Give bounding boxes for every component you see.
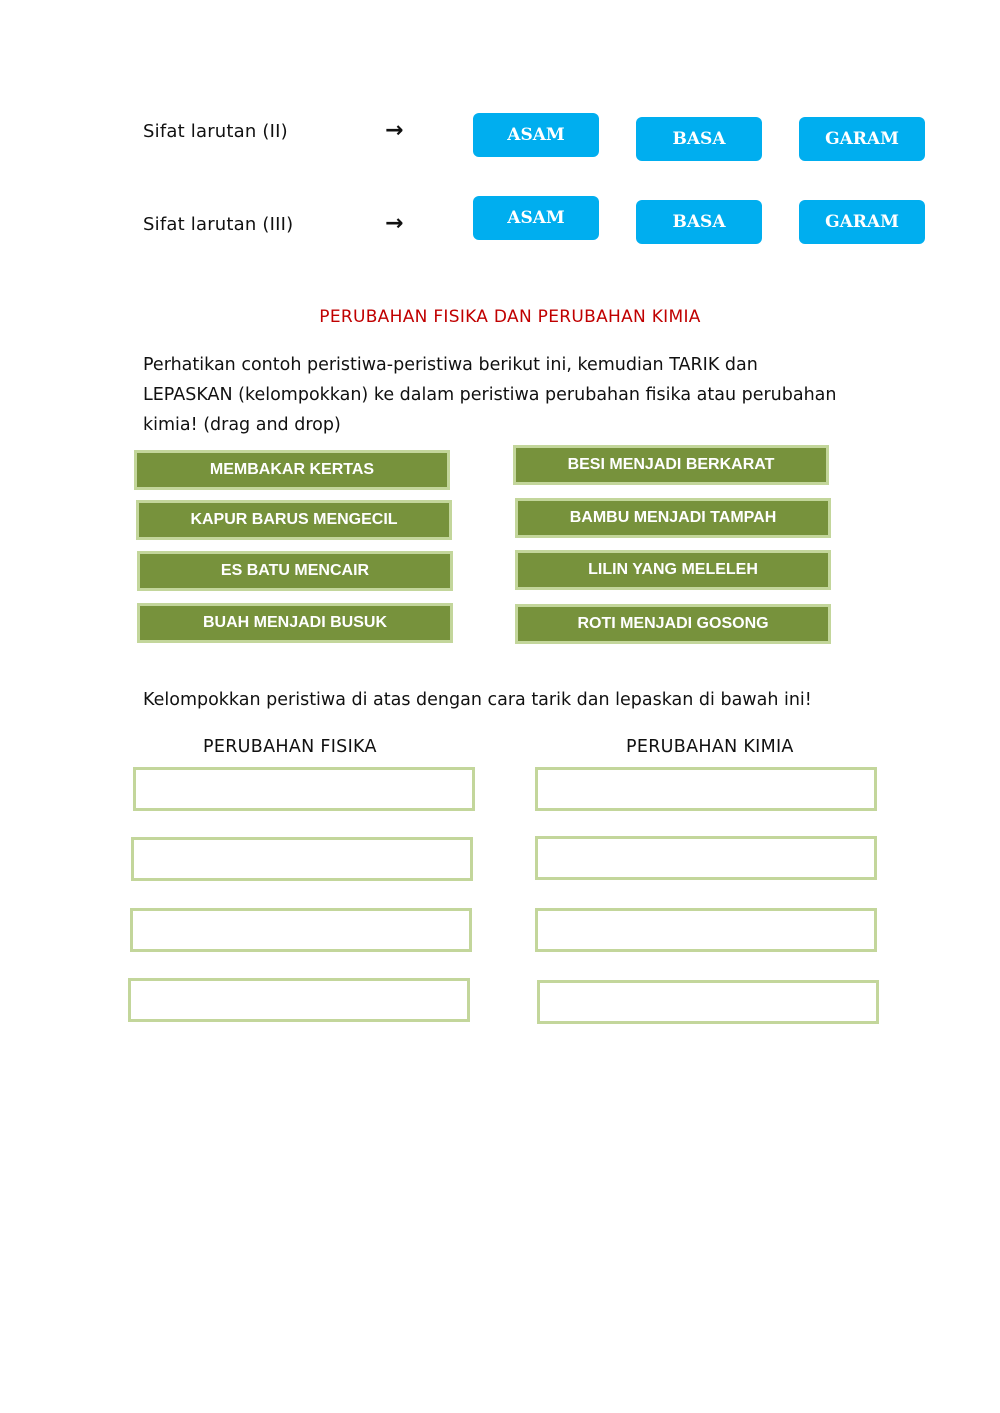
chip-besi-menjadi-berkarat[interactable]: BESI MENJADI BERKARAT bbox=[513, 445, 829, 485]
instruction-line: Perhatikan contoh peristiwa-peristiwa berikut ini, kemudian TARIK dan bbox=[143, 355, 758, 375]
row-label-ii: Sifat larutan (II) bbox=[143, 121, 288, 142]
section-title: PERUBAHAN FISIKA DAN PERUBAHAN KIMIA bbox=[319, 307, 701, 327]
chip-roti-menjadi-gosong[interactable]: ROTI MENJADI GOSONG bbox=[515, 604, 831, 644]
drop-zone-kimia-4[interactable] bbox=[537, 980, 879, 1024]
row-iii-garam-button[interactable]: GARAM bbox=[799, 200, 925, 244]
row-label-iii: Sifat larutan (III) bbox=[143, 214, 294, 235]
drop-zone-kimia-1[interactable] bbox=[535, 767, 877, 811]
chip-buah-menjadi-busuk[interactable]: BUAH MENJADI BUSUK bbox=[137, 603, 453, 643]
instruction-line: kimia! (drag and drop) bbox=[143, 415, 341, 435]
chip-membakar-kertas[interactable]: MEMBAKAR KERTAS bbox=[134, 450, 450, 490]
chip-kapur-barus-mengecil[interactable]: KAPUR BARUS MENGECIL bbox=[136, 500, 452, 540]
drop-zone-fisika-1[interactable] bbox=[133, 767, 475, 811]
chip-bambu-menjadi-tampah[interactable]: BAMBU MENJADI TAMPAH bbox=[515, 498, 831, 538]
arrow-right-icon: → bbox=[385, 211, 404, 236]
chip-es-batu-mencair[interactable]: ES BATU MENCAIR bbox=[137, 551, 453, 591]
header-perubahan-kimia: PERUBAHAN KIMIA bbox=[626, 737, 794, 757]
drop-zone-kimia-3[interactable] bbox=[535, 908, 877, 952]
row-ii-basa-button[interactable]: BASA bbox=[636, 117, 762, 161]
row-ii-asam-button[interactable]: ASAM bbox=[473, 113, 599, 157]
row-iii-asam-button[interactable]: ASAM bbox=[473, 196, 599, 240]
drop-zone-kimia-2[interactable] bbox=[535, 836, 877, 880]
instruction-text bbox=[143, 350, 863, 440]
row-ii-garam-button[interactable]: GARAM bbox=[799, 117, 925, 161]
arrow-right-icon: → bbox=[385, 118, 404, 143]
row-iii-basa-button[interactable]: BASA bbox=[636, 200, 762, 244]
drop-zone-fisika-2[interactable] bbox=[131, 837, 473, 881]
drop-zone-fisika-4[interactable] bbox=[128, 978, 470, 1022]
instruction-line: LEPASKAN (kelompokkan) ke dalam peristiwa perubahan fisika atau perubahan bbox=[143, 385, 837, 405]
chip-lilin-yang-meleleh[interactable]: LILIN YANG MELELEH bbox=[515, 550, 831, 590]
drop-zone-fisika-3[interactable] bbox=[130, 908, 472, 952]
header-perubahan-fisika: PERUBAHAN FISIKA bbox=[203, 737, 377, 757]
grouping-prompt: Kelompokkan peristiwa di atas dengan cara tarik dan lepaskan di bawah ini! bbox=[143, 690, 812, 710]
